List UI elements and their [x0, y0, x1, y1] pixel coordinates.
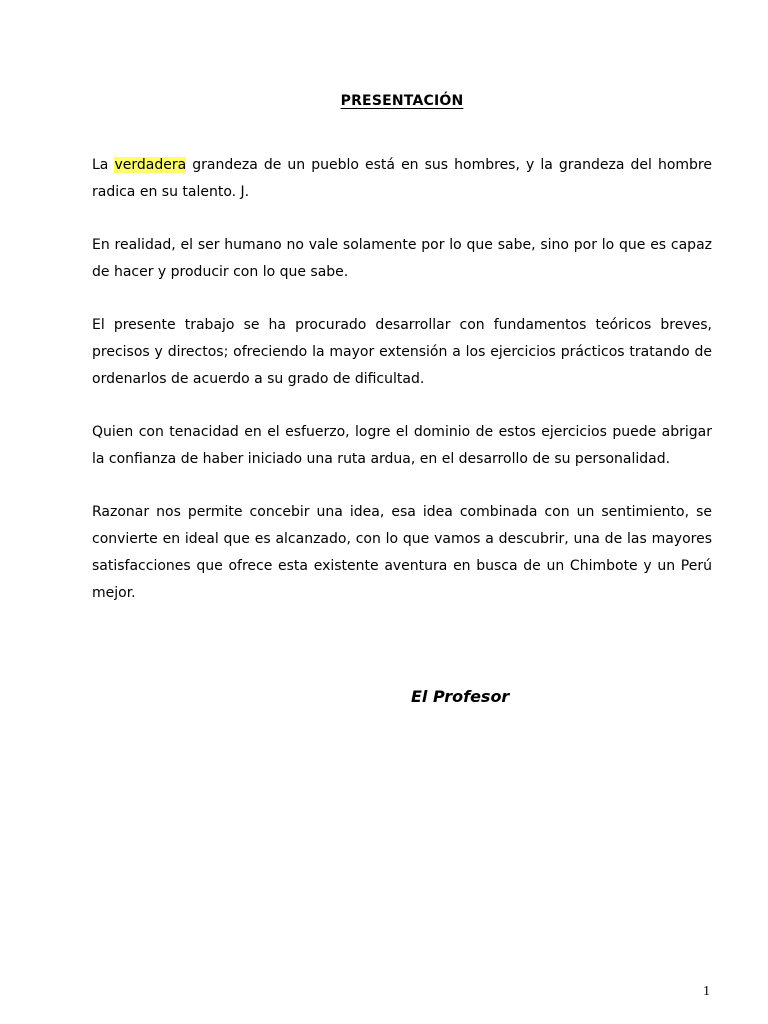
paragraph-text: La — [92, 157, 115, 173]
paragraph-text: grandeza de un pueblo está en sus hombres, y la grandeza del hombre radica en su talento. J. — [92, 157, 712, 200]
page-number: 1 — [703, 984, 710, 999]
paragraph: Quien con tenacidad en el esfuerzo, logre el dominio de estos ejercicios puede abrigar la confianza de haber iniciado una ruta ardua, en el desarrollo de su personalidad. — [92, 424, 712, 467]
paragraph: En realidad, el ser humano no vale solamente por lo que sabe, sino por lo que es capaz de hacer y producir con lo que sabe. — [92, 237, 712, 280]
paragraph: El presente trabajo se ha procurado desarrollar con fundamentos teóricos breves, precisos y directos; ofreciendo la mayor extensión a los ejercicios prácticos tratando de ordenarlos de acuerdo a su grado de dificultad. — [92, 317, 712, 387]
signature: El Profesor — [411, 687, 510, 706]
document-title: PRESENTACIÓN — [340, 93, 464, 109]
document-body — [92, 152, 712, 633]
paragraph: Razonar nos permite concebir una idea, esa idea combinada con un sentimiento, se convierte en ideal que es alcanzado, con lo que vamos a descubrir, una de las mayores satisfacciones que ofrece esta existente aventura en busca de un Chimbote y un Perú mejor. — [92, 504, 712, 601]
highlighted-word: verdadera — [114, 157, 187, 173]
paragraph — [92, 152, 712, 206]
